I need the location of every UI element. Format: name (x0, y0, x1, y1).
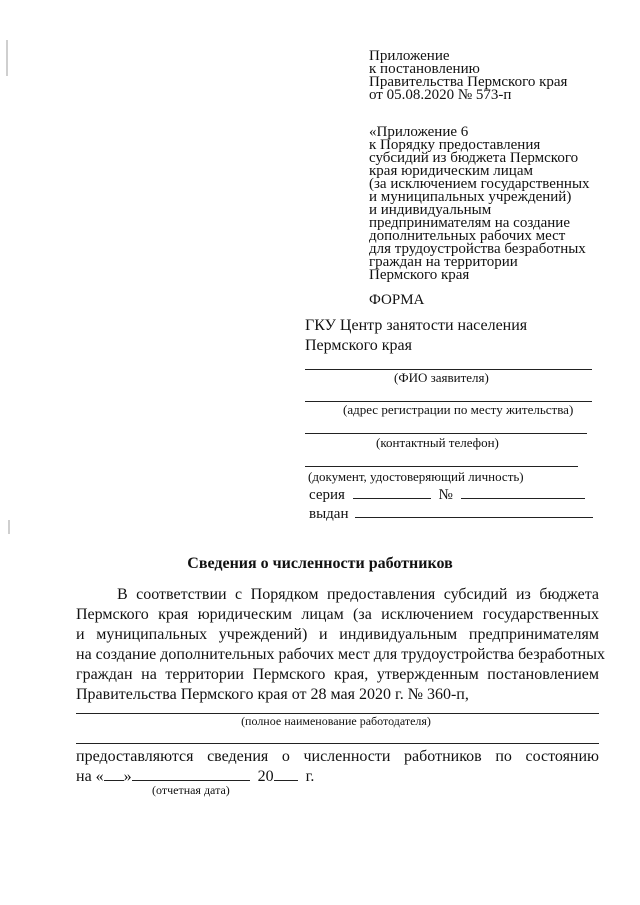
phone-field-line[interactable] (305, 433, 587, 434)
year-prefix: 20 (257, 768, 274, 785)
employer-caption: (полное наименование работодателя) (241, 714, 431, 728)
appendix-line: и индивидуальным (369, 202, 492, 218)
issued-row (309, 503, 593, 523)
body-line: и муниципальных учреждений) и индивидуальным предпринимателям (76, 626, 599, 643)
document-caption: (документ, удостоверяющий личность) (308, 469, 524, 484)
addressee-line-1: ГКУ Центр занятости населения (305, 317, 528, 334)
body-line: В соответствии с Порядком предоставления субсидий из бюджета (117, 586, 599, 603)
appendix-line: субсидий из бюджета Пермского (369, 150, 579, 166)
header-line: к постановлению (369, 61, 480, 77)
series-row (309, 484, 585, 504)
employer-field-line-2[interactable] (76, 743, 599, 744)
appendix-line: «Приложение 6 (369, 124, 469, 140)
appendix-line: граждан на территории (369, 254, 518, 270)
appendix-line: и муниципальных учреждений) (369, 189, 572, 205)
appendix-line: дополнительных рабочих мест (369, 228, 566, 244)
body-line: граждан на территории Пермского края, утвержденным постановлением (76, 666, 599, 683)
series-label: серия (309, 487, 345, 503)
address-caption: (адрес регистрации по месту жительства) (343, 402, 574, 417)
appendix-line: предпринимателям на создание (369, 215, 570, 231)
appendix-line: для трудоустройства безработных (369, 241, 586, 257)
body-last-line: Правительства Пермского края от 28 мая 2020 г. № 360-п, (76, 686, 469, 703)
header-line: от 05.08.2020 № 573-п (369, 87, 512, 103)
report-date-caption: (отчетная дата) (152, 783, 230, 797)
issued-label: выдан (309, 506, 349, 522)
number-field[interactable] (461, 484, 585, 499)
header-line: Правительства Пермского края (369, 74, 568, 90)
month-field[interactable] (132, 766, 250, 781)
form-label: ФОРМА (369, 292, 425, 308)
addressee-line-2: Пермского края (305, 337, 412, 354)
document-field-line[interactable] (305, 466, 578, 467)
appendix-line: края юридическим лицам (369, 163, 533, 179)
year-field[interactable] (274, 766, 298, 781)
info-line: предоставляются сведения о численности работников по состоянию (76, 748, 599, 765)
scan-mark (8, 520, 10, 534)
scan-mark (6, 40, 8, 76)
appendix-line: (за исключением государственных (369, 176, 590, 192)
body-line: Пермского края юридическим лицам (за исключением государственных (76, 606, 599, 623)
body-line: на создание дополнительных рабочих мест для трудоустройства безработных (76, 646, 605, 663)
day-field[interactable] (104, 766, 124, 781)
phone-caption: (контактный телефон) (376, 435, 499, 450)
fio-caption: (ФИО заявителя) (394, 370, 489, 385)
header-line: Приложение (369, 48, 450, 64)
document-title: Сведения о численности работников (187, 555, 453, 572)
series-field[interactable] (353, 484, 431, 499)
appendix-line: к Порядку предоставления (369, 137, 541, 153)
issued-field[interactable] (355, 503, 593, 518)
date-prefix: на « (76, 768, 104, 785)
number-label: № (438, 487, 453, 503)
year-suffix: г. (305, 768, 315, 785)
appendix-line: Пермского края (369, 267, 470, 283)
date-quote-close: » (123, 768, 132, 785)
